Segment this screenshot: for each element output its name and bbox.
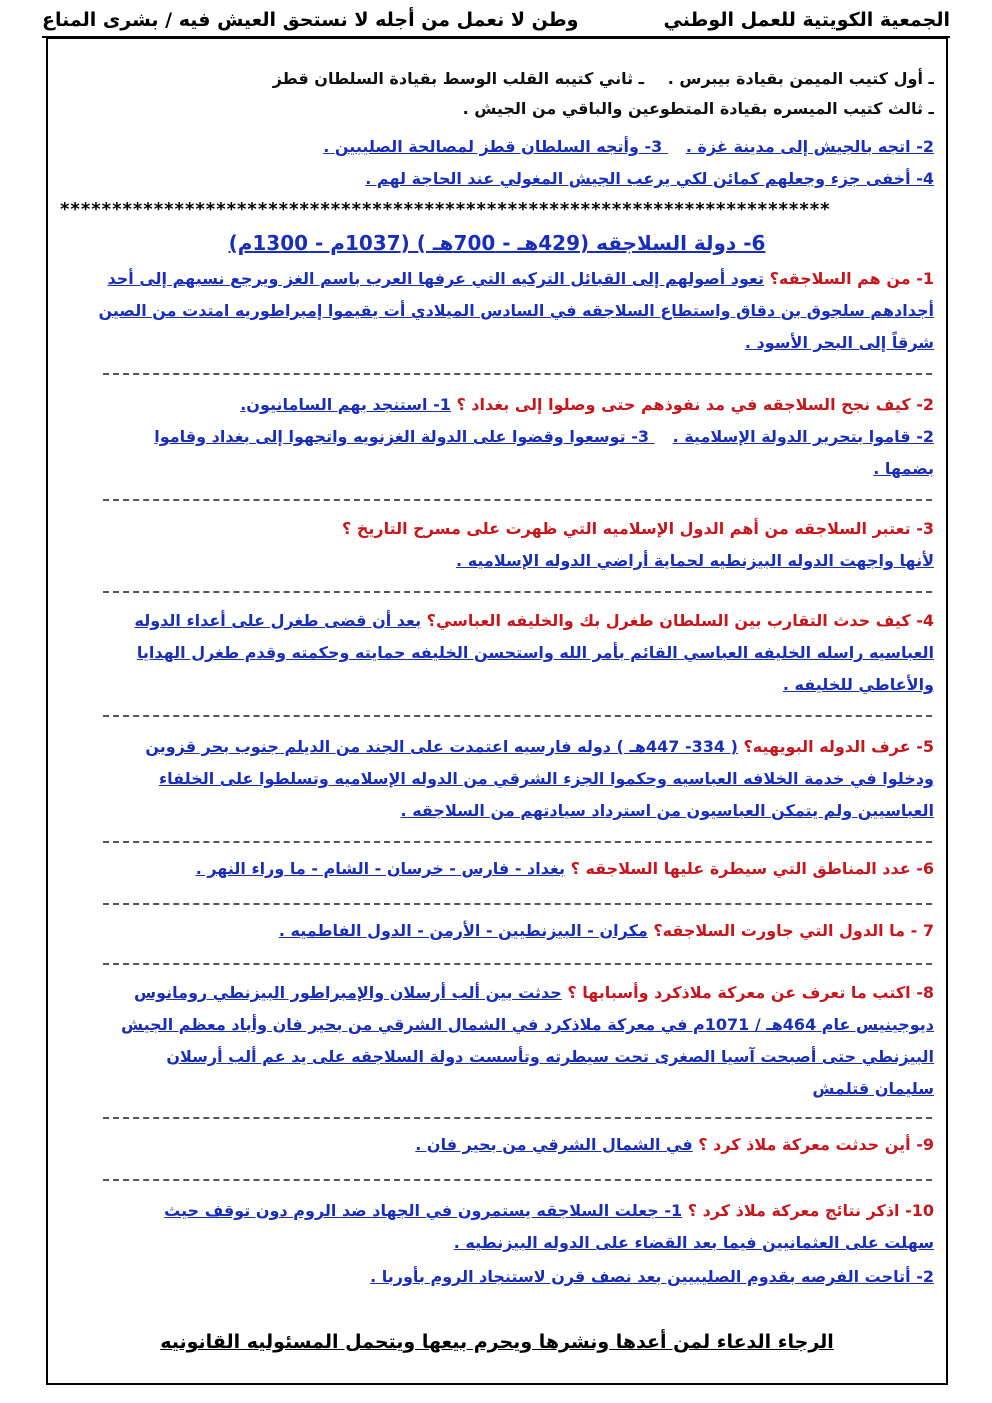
intro-line-2: ـ ثالث كتيب الميسره بقيادة المتطوعين والباقي من الجيش . — [462, 99, 934, 118]
section-title: 6- دولة السلاجقه (429هـ - 700هـ ) (1037م - 1300م) — [228, 231, 766, 255]
star-divider: ************************************************************************** — [60, 199, 831, 219]
dashed-divider — [103, 715, 932, 717]
dashed-divider — [103, 1179, 932, 1181]
dashed-divider — [103, 499, 932, 501]
dashed-divider — [103, 903, 932, 905]
answer-text: والأعاطي للخليفه . — [782, 675, 934, 694]
question-text: 8- اكتب ما تعرف عن معركة ملاذكرد وأسبابها ؟ — [567, 983, 934, 1002]
intro-text: ـ أول كتيب الميمن بقيادة بيبرس . — [667, 69, 934, 88]
dashed-divider — [103, 841, 932, 843]
question-text: 7 - ما الدول التي جاورت السلاجقه؟ — [653, 921, 934, 940]
answer-text: 1- استنجد بهم السامانيون. — [240, 395, 451, 414]
answer-text: سهلت على العثمانيين فيما بعد القضاء على الدوله البيزنطيه . — [453, 1233, 934, 1252]
intro-line-4: 4- أخفى جزء وجعلهم كمائن لكي يرعب الجيش المغولي عند الحاجة لهم . — [365, 169, 934, 188]
answer-text: سليمان قتلمش — [812, 1079, 934, 1098]
answer-text: في الشمال الشرقي من بحير فان . — [415, 1135, 693, 1154]
q6-line — [60, 857, 934, 881]
answer-text: بغداد - فارس - خرسان - الشام - ما وراء النهر . — [195, 859, 566, 878]
answer-text: بضمها . — [873, 459, 934, 478]
q7-line — [60, 919, 934, 943]
answer-text: 2- قاموا بتحرير الدولة الإسلامية . — [672, 427, 934, 446]
answer-text: 1- جعلت السلاجقه يستمرون في الجهاد ضد الروم دون توقف حيث — [164, 1201, 683, 1220]
question-text: 6- عدد المناطق التي سيطرة عليها السلاجقه ؟ — [570, 859, 934, 878]
intro-line-1 — [60, 67, 934, 91]
answer-text: البيزنطي حتى أصبحت آسيا الصغرى تحت سيطرته وتأسست دولة السلاجقه على يد عم ألب أرسلان — [166, 1047, 934, 1066]
q1-line-1 — [60, 267, 934, 291]
page-header — [42, 6, 950, 34]
dashed-divider — [103, 1117, 932, 1119]
dashed-divider — [103, 591, 932, 593]
question-text: 4- كيف حدث التقارب بين السلطان طغرل بك والخليفه العباسي؟ — [426, 611, 934, 630]
intro-text: 3- وأتجه السلطان قطز لمصالحة الصليبين . — [323, 137, 663, 156]
answer-text: العباسيين ولم يتمكن العباسيون من استرداد سيادتهم من السلاجقه . — [400, 801, 934, 820]
q5-line-1 — [60, 735, 934, 759]
question-text: 9- أين حدثت معركة ملاذ كرد ؟ — [698, 1135, 934, 1154]
q4-line-1 — [60, 609, 934, 633]
answer-text: مكران - البيزنطيين - الأرمن - الدول الفاطميه . — [278, 921, 648, 940]
header-right-text: الجمعية الكويتية للعمل الوطني — [663, 9, 950, 31]
q10-line-1 — [60, 1199, 934, 1223]
answer-text: بعد أن قضى طغرل على أعداء الدوله — [134, 611, 422, 630]
answer-text: 3- توسعوا وقضوا على الدولة الغزنويه واتجهوا إلى بغداد وقاموا — [154, 427, 649, 446]
q2-line-2 — [60, 425, 934, 449]
answer-text: ( 334- 447هـ ) دوله فارسيه اعتمدت على الجند من الديلم جنوب بحر قزوين — [145, 737, 738, 756]
question-text: 3- تعتبر السلاجقه من أهم الدول الإسلاميه التي ظهرت على مسرح التاريخ ؟ — [341, 519, 934, 538]
answer-text: حدثت بين ألب أرسلان والإمبراطور البيزنطي رومانوس — [134, 983, 562, 1002]
q2-line-1 — [60, 393, 934, 417]
answer-text: أجدادهم سلجوق بن دقاق واستطاع السلاجقه في السادس الميلادي أت يقيموا إمبراطوريه امتدت من الصين — [98, 301, 934, 320]
intro-text: 2- اتجه بالجيش إلى مدينة غزة . — [685, 137, 934, 156]
answer-text: تعود أصولهم إلى القبائل التركيه التي عرفها العرب باسم الغز ويرجع نسبهم إلى أحد — [107, 269, 765, 288]
answer-text: لأنها واجهت الدوله البيزنطيه لحماية أراضي الدوله الإسلاميه . — [456, 551, 934, 570]
intro-line-3 — [60, 135, 934, 159]
answer-text: شرقاً إلى البحر الأسود . — [744, 333, 934, 352]
header-left-text: وطن لا نعمل من أجله لا نستحق العيش فيه / بشرى المناع — [42, 9, 579, 31]
answer-text: ودخلوا في خدمة الخلافه العباسيه وحكموا الجزء الشرقي من الدوله الإسلاميه وتسلطوا على الخلفاء — [158, 769, 934, 788]
dashed-divider — [103, 373, 932, 375]
question-text: 5- عرف الدوله البويهيه؟ — [743, 737, 934, 756]
answer-text: ديوجينيس عام 464هـ / 1071م في معركة ملاذكرد في الشمال الشرقي من بحير فان وأباد معظم الجيش — [121, 1015, 934, 1034]
content-frame — [46, 37, 948, 1385]
question-text: 2- كيف نجح السلاجقه في مد نفوذهم حتى وصلوا إلى بغداد ؟ — [456, 395, 934, 414]
answer-text: 2- أتاحت الفرصه بقدوم الصليبيين بعد نصف قرن لاستنجاد الروم بأوربا . — [370, 1267, 934, 1286]
answer-text: العباسيه راسله الخليفه العباسي القائم بأمر الله واستحسن الخليفه حمايته وحكمته وقدم طغرل الهدايا — [136, 643, 934, 662]
q9-line — [60, 1133, 934, 1157]
q8-line-1 — [60, 981, 934, 1005]
intro-text: ـ ثاني كتيبه القلب الوسط بقيادة السلطان قطز — [272, 69, 645, 88]
footer-note: الرجاء الدعاء لمن أعدها ونشرها ويحرم بيعها ويتحمل المسئوليه القانونيه — [160, 1331, 834, 1353]
question-text: 10- اذكر نتائج معركة ملاذ كرد ؟ — [687, 1201, 934, 1220]
dashed-divider — [103, 963, 932, 965]
question-text: 1- من هم السلاجقه؟ — [769, 269, 934, 288]
